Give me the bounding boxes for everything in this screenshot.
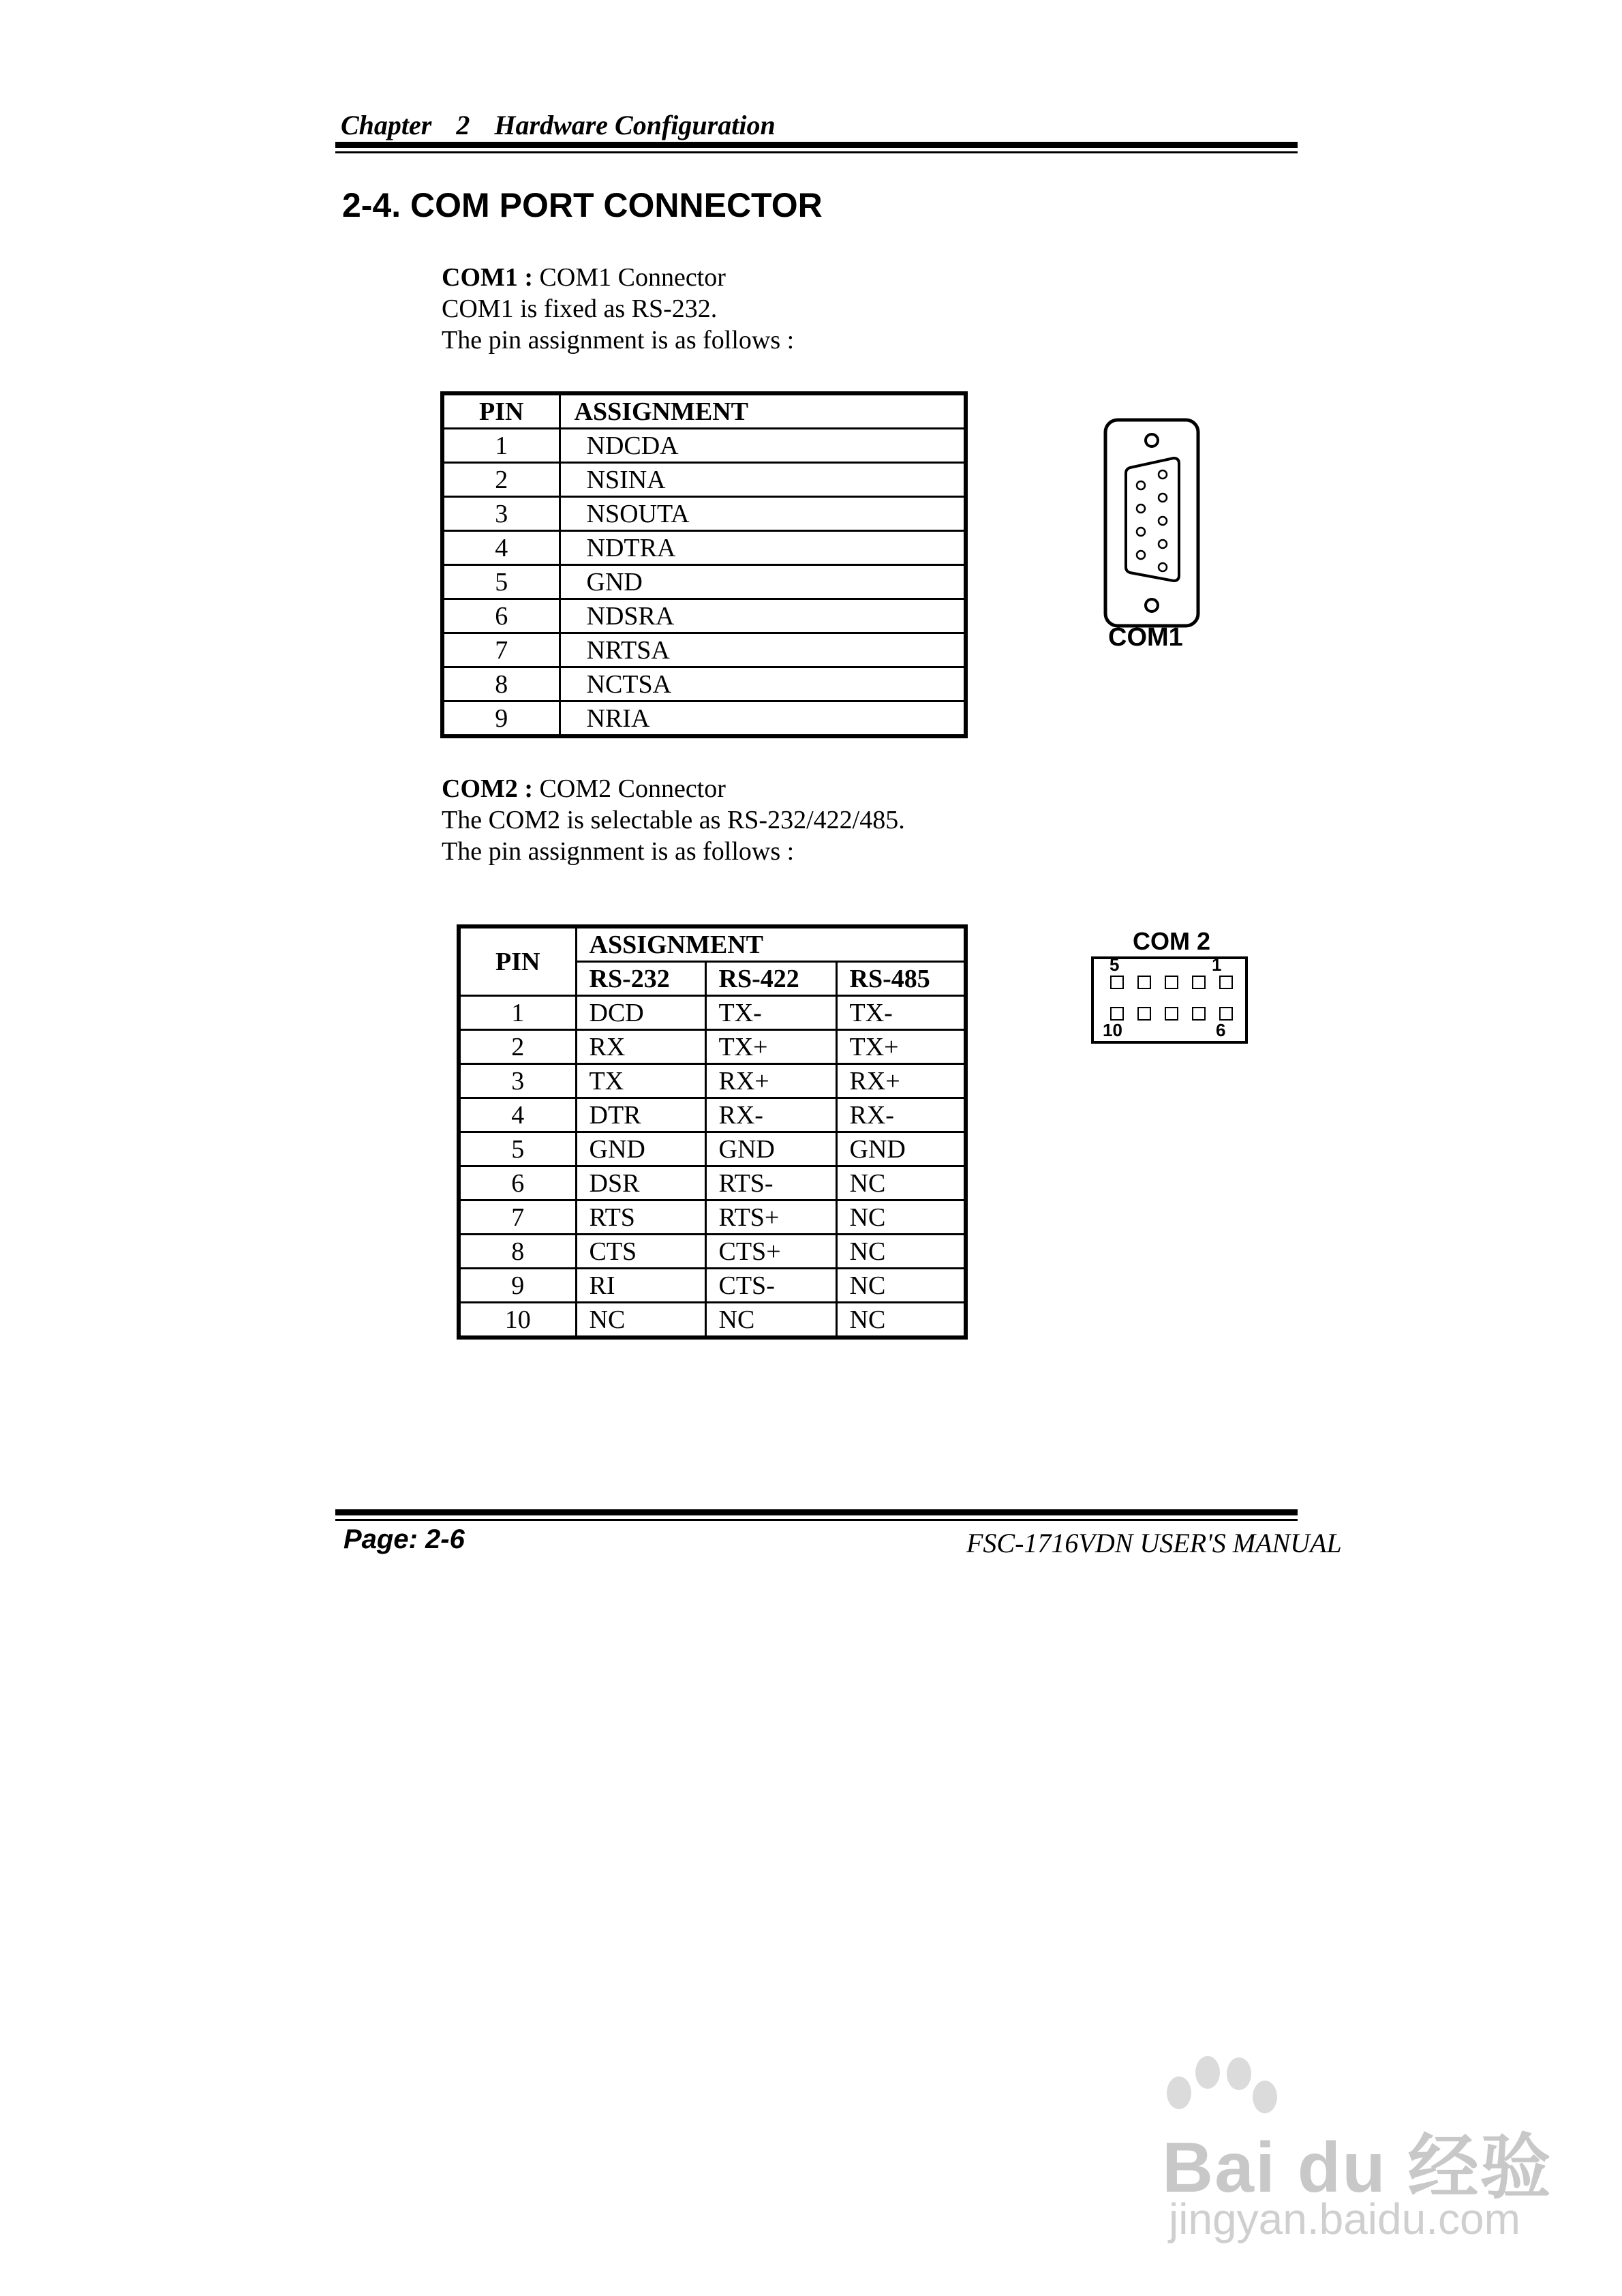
table-row — [442, 565, 966, 599]
pin-cell: 3 — [442, 497, 560, 531]
pin-cell: 5 — [442, 565, 560, 599]
header-rule-thin — [335, 151, 1298, 153]
rs232-cell: RI — [576, 1269, 705, 1303]
table-row — [459, 1235, 966, 1269]
pin-cell: 3 — [459, 1064, 576, 1098]
table-row — [459, 1030, 966, 1064]
com2-diagram-label: COM 2 — [1133, 927, 1211, 955]
assignment-cell: NRTSA — [560, 633, 966, 667]
pin-cell: 4 — [459, 1098, 576, 1132]
pin-cell: 4 — [442, 531, 560, 565]
assignment-header: ASSIGNMENT — [560, 393, 966, 429]
com2-pin-label-6: 6 — [1216, 1020, 1226, 1040]
table-row — [459, 996, 966, 1030]
rs232-cell: CTS — [576, 1235, 705, 1269]
pin-cell: 8 — [442, 667, 560, 701]
assignment-cell: GND — [560, 565, 966, 599]
table-row — [442, 599, 966, 633]
rs485-cell: NC — [836, 1303, 966, 1338]
assignment-cell: NRIA — [560, 701, 966, 737]
pin-header: PIN — [442, 393, 560, 429]
pin-cell: 2 — [459, 1030, 576, 1064]
assignment-cell: NSINA — [560, 463, 966, 497]
rs422-cell: RX- — [705, 1098, 836, 1132]
rs485-cell: NC — [836, 1200, 966, 1235]
table-row — [459, 1166, 966, 1200]
table-row — [459, 1269, 966, 1303]
watermark-url: jingyan.baidu.com — [1169, 2194, 1520, 2244]
footer-page-number: Page: 2-6 — [343, 1524, 465, 1554]
rs422-header: RS-422 — [705, 962, 836, 996]
rs232-cell: RX — [576, 1030, 705, 1064]
table-row — [459, 1098, 966, 1132]
pin-cell: 6 — [442, 599, 560, 633]
pin-cell: 2 — [442, 463, 560, 497]
rs485-cell: NC — [836, 1166, 966, 1200]
pin-cell: 8 — [459, 1235, 576, 1269]
rs422-cell: CTS+ — [705, 1235, 836, 1269]
table-row — [442, 429, 966, 463]
footer-manual-title: FSC-1716VDN USER'S MANUAL — [966, 1528, 1342, 1558]
pin-cell: 6 — [459, 1166, 576, 1200]
com1-diagram-label: COM1 — [1108, 623, 1183, 652]
rs232-cell: TX — [576, 1064, 705, 1098]
rs485-cell: NC — [836, 1235, 966, 1269]
com1-line3: The pin assignment is as follows : — [442, 326, 795, 354]
com1-pin-table — [440, 391, 968, 738]
pin-cell: 7 — [442, 633, 560, 667]
pin-cell: 9 — [459, 1269, 576, 1303]
rs485-cell: RX- — [836, 1098, 966, 1132]
header-rule-thick — [335, 142, 1298, 148]
chapter-word: Chapter — [341, 110, 432, 140]
com2-pin-label-1: 1 — [1212, 954, 1222, 975]
com1-description — [442, 262, 794, 356]
pin-cell: 10 — [459, 1303, 576, 1338]
rs422-cell: TX- — [705, 996, 836, 1030]
table-row — [459, 1303, 966, 1338]
chapter-number: 2 — [456, 110, 470, 140]
rs422-cell: CTS- — [705, 1269, 836, 1303]
com2-pin-table — [457, 924, 968, 1340]
assignment-header: ASSIGNMENT — [576, 926, 966, 962]
com2-name-rest: COM2 Connector — [533, 774, 726, 803]
rs232-cell: DSR — [576, 1166, 705, 1200]
rs485-header: RS-485 — [836, 962, 966, 996]
assignment-cell: NCTSA — [560, 667, 966, 701]
rs232-cell: DCD — [576, 996, 705, 1030]
footer-rule-thick — [335, 1509, 1298, 1515]
com1-db9-connector-icon — [1103, 417, 1201, 629]
pin-cell: 5 — [459, 1132, 576, 1166]
rs422-cell: RX+ — [705, 1064, 836, 1098]
pin-header: PIN — [459, 926, 576, 996]
rs485-cell: TX- — [836, 996, 966, 1030]
rs485-cell: GND — [836, 1132, 966, 1166]
pin-cell: 7 — [459, 1200, 576, 1235]
rs232-header: RS-232 — [576, 962, 705, 996]
com1-name-rest: COM1 Connector — [533, 263, 726, 292]
pin-cell: 1 — [459, 996, 576, 1030]
table-row — [442, 497, 966, 531]
table-row — [442, 633, 966, 667]
com2-pin-label-5: 5 — [1110, 954, 1120, 975]
pin-cell: 9 — [442, 701, 560, 737]
rs422-cell: TX+ — [705, 1030, 836, 1064]
assignment-cell: NSOUTA — [560, 497, 966, 531]
watermark-brand: Bai du 经验 — [1162, 2128, 1552, 2207]
table-header-row — [459, 926, 966, 962]
assignment-cell: NDCDA — [560, 429, 966, 463]
rs485-cell: TX+ — [836, 1030, 966, 1064]
rs232-cell: RTS — [576, 1200, 705, 1235]
table-row — [442, 531, 966, 565]
com2-name: COM2 : — [442, 774, 534, 803]
assignment-cell: NDTRA — [560, 531, 966, 565]
chapter-header — [341, 109, 776, 141]
rs232-cell: NC — [576, 1303, 705, 1338]
table-row — [459, 1064, 966, 1098]
rs485-cell: NC — [836, 1269, 966, 1303]
rs232-cell: GND — [576, 1132, 705, 1166]
com2-line3: The pin assignment is as follows : — [442, 837, 795, 866]
table-row — [459, 1132, 966, 1166]
assignment-cell: NDSRA — [560, 599, 966, 633]
com2-line2: The COM2 is selectable as RS-232/422/485. — [442, 806, 905, 834]
rs422-cell: NC — [705, 1303, 836, 1338]
rs422-cell: GND — [705, 1132, 836, 1166]
com1-line2: COM1 is fixed as RS-232. — [442, 294, 718, 323]
com1-name: COM1 : — [442, 263, 534, 292]
footer-rule-thin — [335, 1519, 1298, 1521]
rs422-cell: RTS- — [705, 1166, 836, 1200]
table-header-row — [442, 393, 966, 429]
com2-pin-label-10: 10 — [1103, 1020, 1122, 1040]
table-row — [459, 1200, 966, 1235]
com2-description — [442, 773, 905, 867]
pin-cell: 1 — [442, 429, 560, 463]
section-title: 2-4. COM PORT CONNECTOR — [342, 186, 823, 224]
table-row — [442, 463, 966, 497]
rs232-cell: DTR — [576, 1098, 705, 1132]
chapter-title: Hardware Configuration — [494, 110, 776, 140]
table-row — [442, 701, 966, 737]
table-row — [442, 667, 966, 701]
rs422-cell: RTS+ — [705, 1200, 836, 1235]
rs485-cell: RX+ — [836, 1064, 966, 1098]
